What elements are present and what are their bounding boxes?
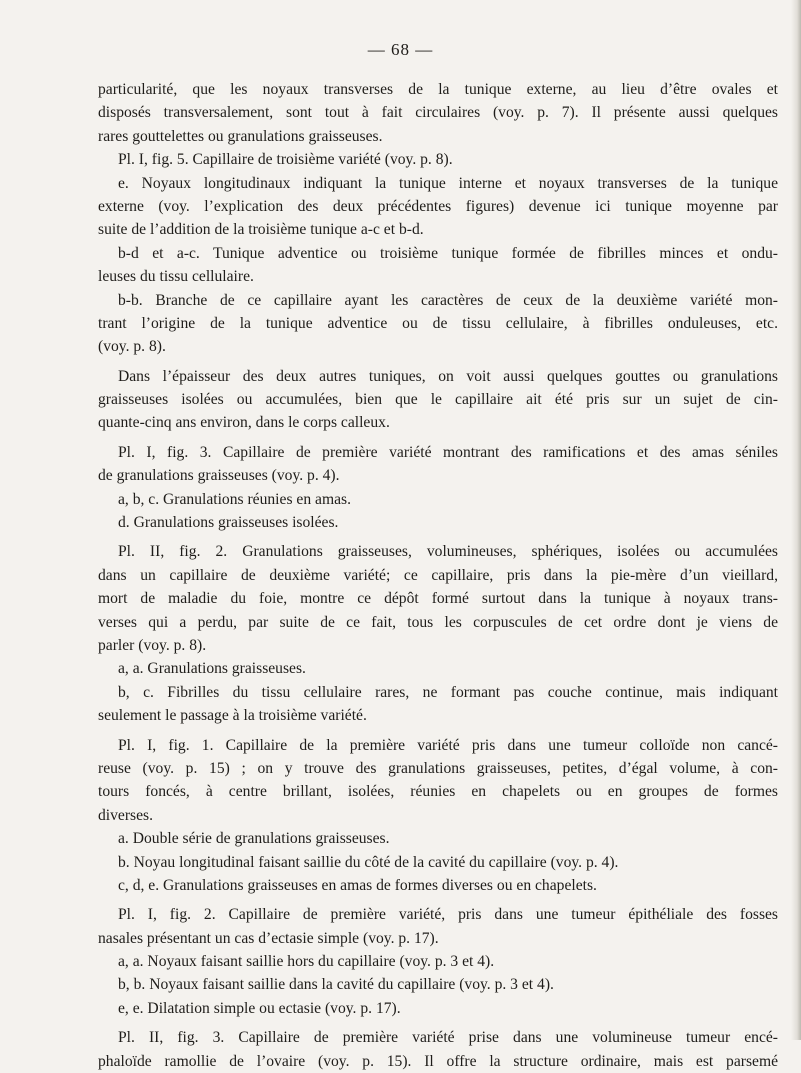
text-line: dans un capillaire de deuxième variété; ce capillaire, pris dans la pie-mère d’un vieillard, [98,566,778,584]
text-line: Pl. I, fig. 1. Capillaire de la première variété pris dans une tumeur colloïde non cancé- [118,736,778,754]
text-line: d. Granulations graisseuses isolées. [118,514,339,532]
text-line: e. Noyaux longitudinaux indiquant la tunique interne et noyaux transverses de la tunique [118,174,778,192]
text-line: Pl. II, fig. 2. Granulations graisseuses, volumineuses, sphériques, isolées ou accumulées [118,543,778,561]
text-line: b, c. Fibrilles du tissu cellulaire rares, ne formant pas couche continue, mais indiquant [118,683,778,701]
text-line: trant l’origine de la tunique adventice ou de tissu cellulaire, à fibrilles onduleuses, etc. [98,314,778,332]
text-line: parler (voy. p. 8). [98,636,207,654]
text-line: verses qui a perdu, par suite de ce fait, tous les corpuscules de cet ordre dont je viens de [98,613,778,631]
text-line: mort de maladie du foie, montre ce dépôt formé surtout dans la tunique à noyaux trans- [98,590,778,608]
text-line: particularité, que les noyaux transverses de la tunique externe, au lieu d’être ovales et [98,81,778,98]
text-line: b-d et a-c. Tunique adventice ou troisième tunique formée de fibrilles minces et ondu- [118,244,778,262]
text-line: Pl. II, fig. 3. Capillaire de première variété prise dans une volumineuse tumeur encé- [118,1029,778,1047]
text-line: externe (voy. l’explication des deux précédentes figures) devenue ici tunique moyenne par [98,197,778,215]
text-line: tours foncés, à centre brillant, isolées, réunies en chapelets ou en groupes de formes [98,783,778,801]
text-line: reuse (voy. p. 15) ; on y trouve des granulations graisseuses, petites, d’égal volume, à con- [98,759,778,777]
text-line: nasales présentant un cas d’ectasie simple (voy. p. 17). [98,929,439,947]
text-line: rares gouttelettes ou granulations graisseuses. [98,127,383,145]
text-line: graisseuses isolées ou accumulées, bien que le capillaire ait été pris sur un sujet de cin- [98,391,778,409]
text-line: de granulations graisseuses (voy. p. 4). [98,467,340,485]
text-line: Dans l’épaisseur des deux autres tuniques, on voit aussi quelques gouttes ou granulations [118,367,778,385]
text-line: diverses. [98,806,153,824]
text-line: a, a. Noyaux faisant saillie hors du capillaire (voy. p. 3 et 4). [118,953,495,971]
text-line: Pl. I, fig. 2. Capillaire de première variété, pris dans une tumeur épithéliale des fosses [118,906,778,924]
text-line: disposés transversalement, sont tout à fait circulaires (voy. p. 7). Il présente aussi quelques [98,104,778,122]
text-line: b-b. Branche de ce capillaire ayant les caractères de ceux de la deuxième variété mon- [118,291,778,309]
text-line: b. Noyau longitudinal faisant saillie du côté de la cavité du capillaire (voy. p. 4). [118,853,619,871]
text-line: suite de l’addition de la troisième tunique a-c et b-d. [98,221,424,239]
page-edge-shadow [791,0,801,1040]
text-line: a, b, c. Granulations réunies en amas. [118,490,351,508]
text-line: seulement le passage à la troisième variété. [98,707,367,725]
text-line: Pl. I, fig. 5. Capillaire de troisième variété (voy. p. 8). [118,151,453,169]
text-line: e, e. Dilatation simple ou ectasie (voy. p. 17). [118,999,401,1017]
text-line: b, b. Noyaux faisant saillie dans la cavité du capillaire (voy. p. 3 et 4). [118,976,554,994]
text-line: quante-cinq ans environ, dans le corps calleux. [98,414,390,432]
text-line: (voy. p. 8). [98,338,166,356]
body-text [98,78,798,1073]
text-line: leuses du tissu cellulaire. [98,268,254,286]
text-line: phaloïde ramollie de l’ovaire (voy. p. 15). Il offre la structure ordinaire, mais est parsemé [98,1052,778,1070]
text-line: Pl. I, fig. 3. Capillaire de première variété montrant des ramifications et des amas séniles [118,443,778,461]
text-line: a, a. Granulations graisseuses. [118,660,306,678]
page-number: — 68 — [367,40,434,59]
text-line: c, d, e. Granulations graisseuses en amas de formes diverses ou en chapelets. [118,876,597,894]
text-line: a. Double série de granulations graisseuses. [118,830,390,848]
